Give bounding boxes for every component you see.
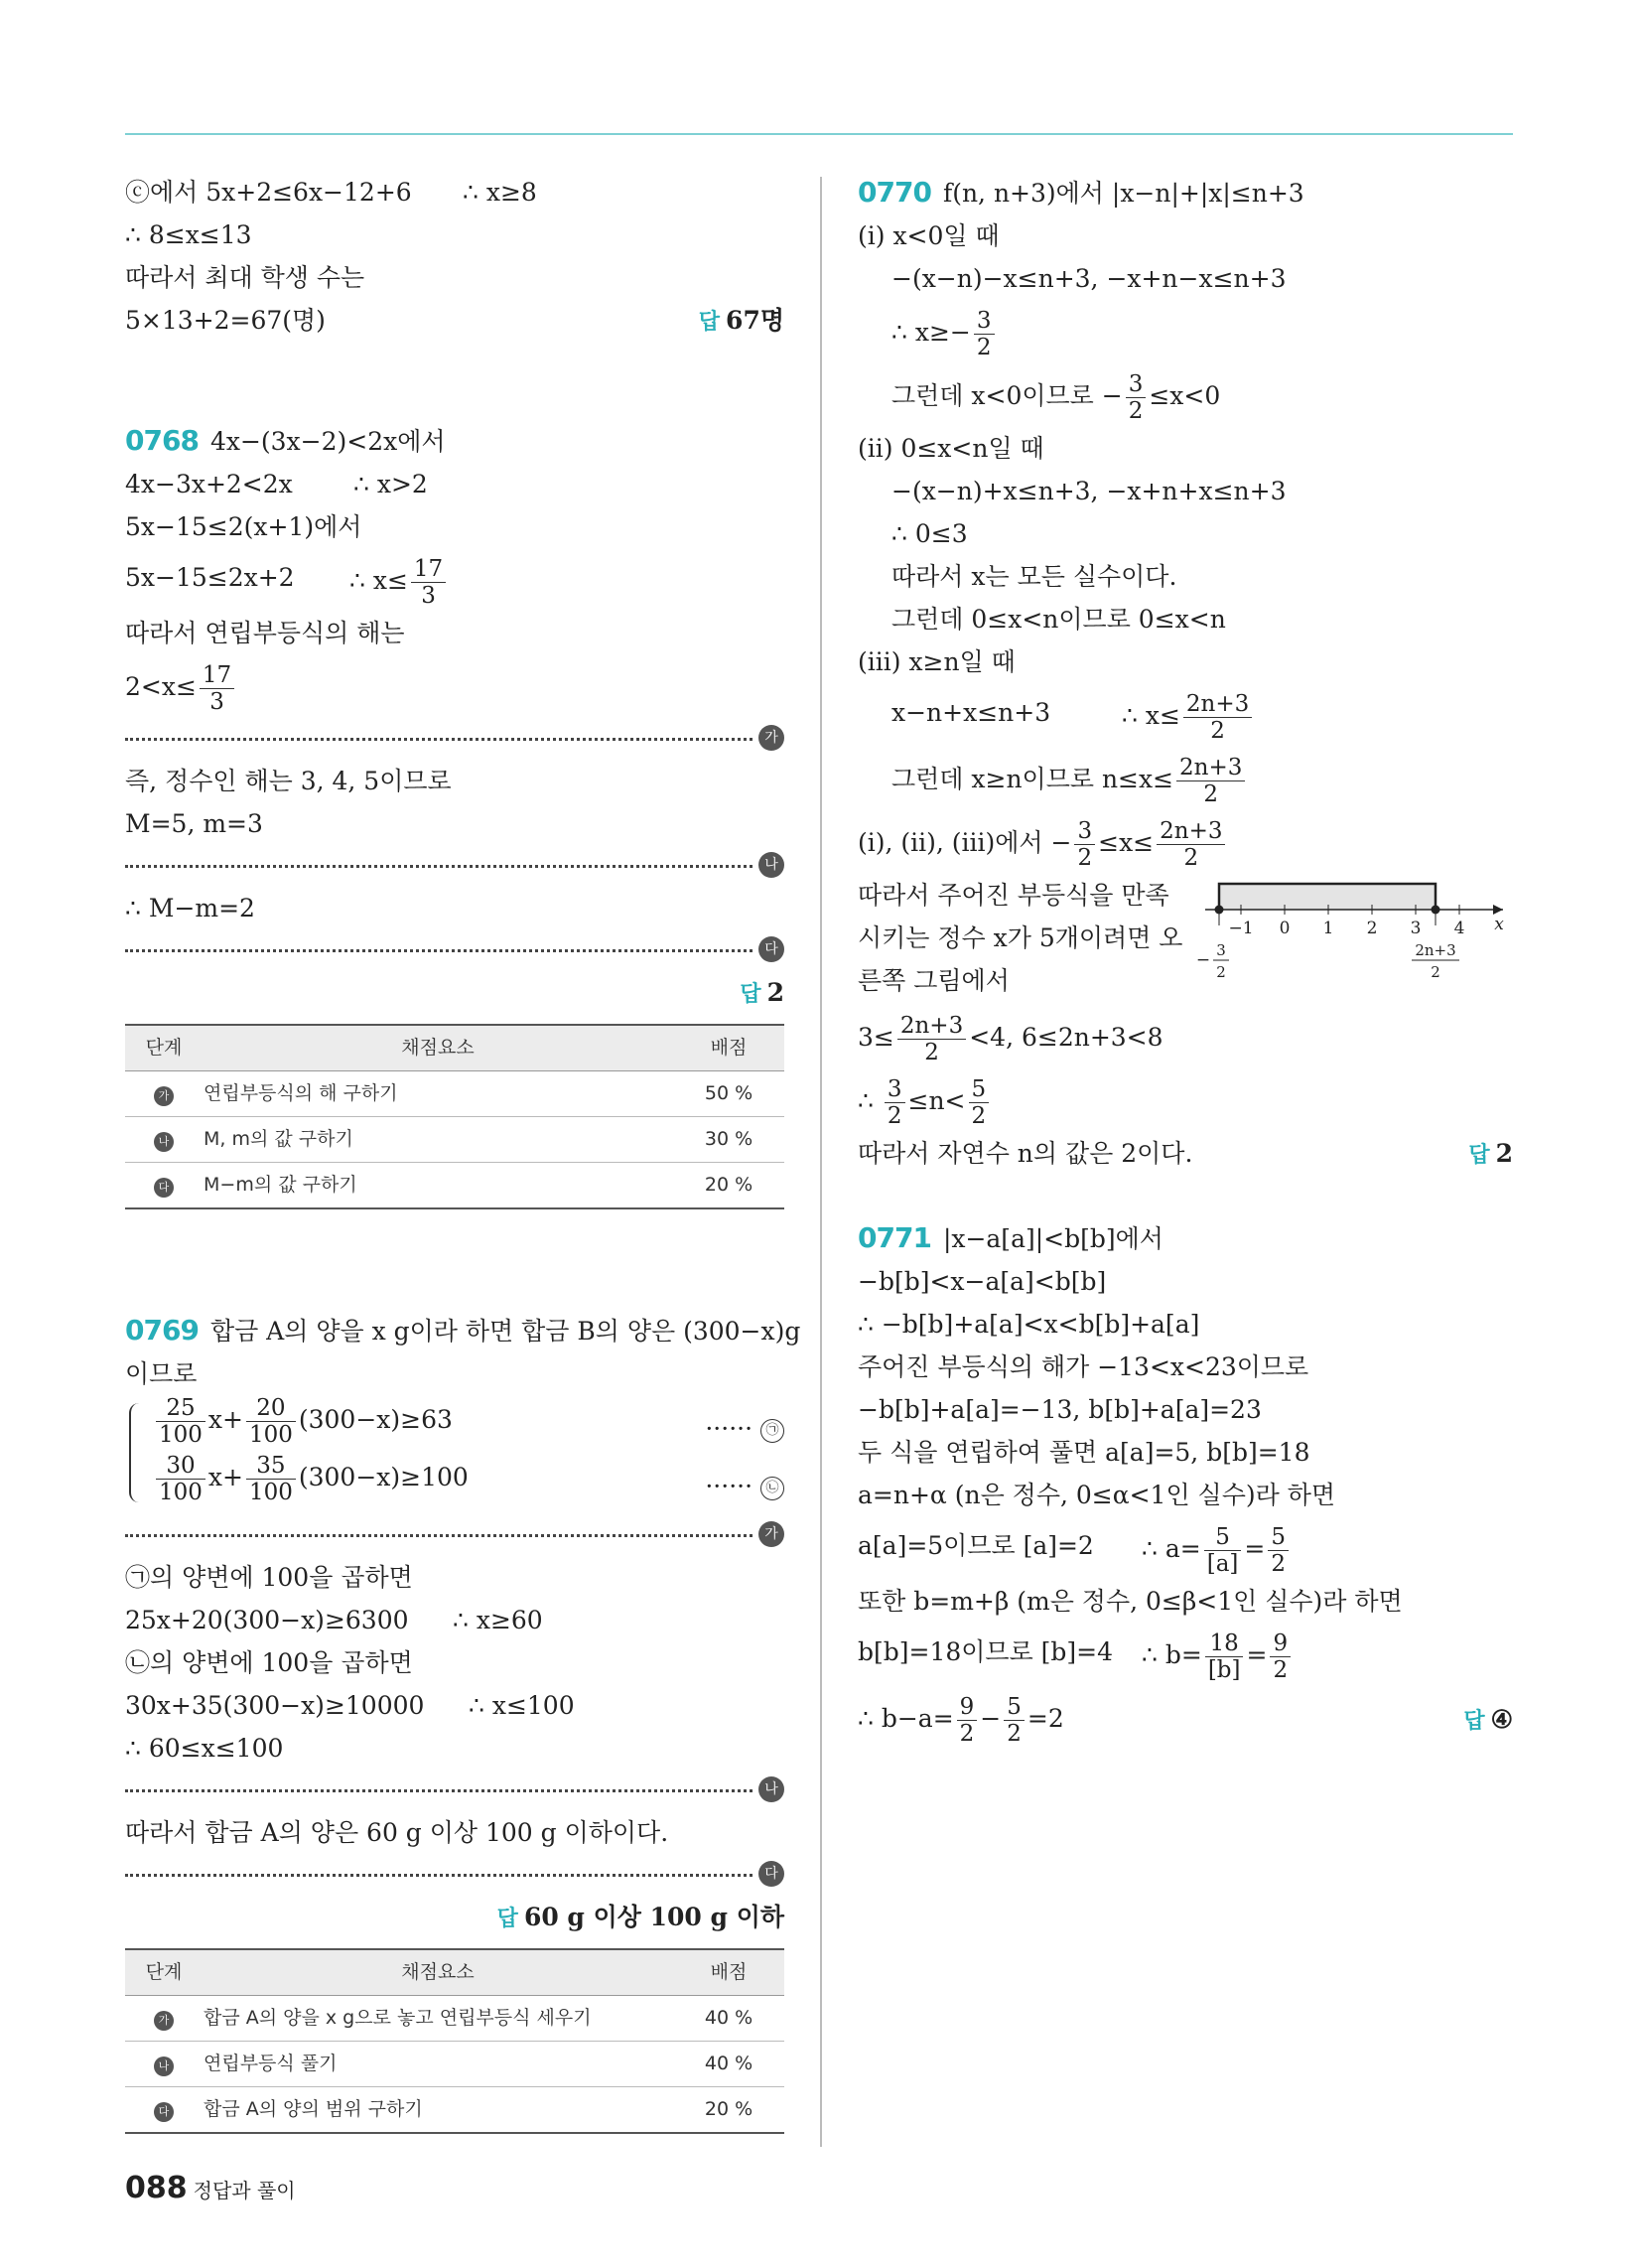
table-row: 다 합금 A의 양의 범위 구하기 20 % xyxy=(125,2087,784,2134)
p770-line-15: 따라서 주어진 부등식을 만족시키는 정수 x가 5개이려면 오른쪽 그림에서 xyxy=(858,881,1183,995)
scoring-table-0768: 단계 채점요소 배점 가 연립부등식의 해 구하기 50 % 나 M, m의 값 구하기 30 % 다 M−m의 값 구하기 20 % xyxy=(125,1024,784,1209)
left-num: 3 xyxy=(1216,941,1226,959)
answer-4: 답 ④ xyxy=(1463,1705,1513,1734)
axis-arrow xyxy=(1493,905,1503,915)
tick-label-3: 3 xyxy=(1410,919,1422,938)
step-divider-da: 다 xyxy=(125,1858,784,1892)
right-num: 2n+3 xyxy=(1415,941,1456,959)
right-den: 2 xyxy=(1431,963,1440,981)
answer-range: 답 60 g 이상 100 g 이하 xyxy=(496,1903,784,1931)
p771-line-9: 또한 b=m+β (m은 정수, 0≤β<1인 실수)라 하면 xyxy=(858,1587,1403,1616)
intro-line-1: ⓒ에서 5x+2≤6x−12+6 ∴ x≥8 xyxy=(125,178,537,207)
scoring-table-0769: 단계 채점요소 배점 가 합금 A의 양을 x g으로 놓고 연립부등식 세우기 40 % 나 연립부등식 풀기 40 % 다 합금 A의 양의 범위 구하기 20 % xyxy=(125,1948,784,2134)
tick-label-2: 2 xyxy=(1366,919,1378,938)
answer-2: 답 2 xyxy=(1468,1139,1513,1168)
left-sign: − xyxy=(1195,950,1211,970)
intro-line-3: 따라서 최대 학생 수는 xyxy=(125,263,365,292)
p770-line-5: 그런데 x<0이므로 − $\frac{3}{2}$ ≤x<0 xyxy=(891,371,1221,424)
fraction: $\frac{17}{3}$ xyxy=(411,556,446,609)
problem-0768-header: 0768 4x−(3x−2)<2x에서 xyxy=(125,424,446,457)
p771-line-11: ∴ b−a= $\frac{9}{2}$ − $\frac{5}{2}$ =2 답 ④ xyxy=(858,1694,1513,1747)
p770-case-1: (i) x<0일 때 xyxy=(858,221,1000,250)
p770-line-18: 따라서 자연수 n의 값은 2이다. 답 2 xyxy=(858,1132,1513,1175)
answer-67: 답 67명 xyxy=(698,306,784,335)
p769-line-2: 이므로 xyxy=(125,1359,198,1388)
equation-system xyxy=(125,1395,784,1514)
p768-line-3: 5x−15≤2(x+1)에서 xyxy=(125,512,362,541)
axis-label: x xyxy=(1494,915,1504,934)
p768-line-4: 5x−15≤2x+2 ∴ x≤ $\frac{17}{3}$ xyxy=(125,548,784,612)
p771-line-5: −b[b]+a[a]=−13, b[b]+a[a]=23 xyxy=(858,1395,1262,1424)
fraction: $\frac{17}{3}$ xyxy=(200,662,234,715)
p770-line-16: 3≤ $\frac{2n+3}{2}$ <4, 6≤2n+3<8 xyxy=(858,1013,1163,1065)
table-row: 나 M, m의 값 구하기 30 % xyxy=(125,1117,784,1163)
p769-line-6: 30x+35(300−x)≥10000 ∴ x≤100 xyxy=(125,1691,575,1720)
number-line-svg xyxy=(1195,874,1513,1003)
page-footer xyxy=(125,2171,296,2205)
top-rule xyxy=(125,133,1513,135)
p770-line-10: 그런데 0≤x<n이므로 0≤x<n xyxy=(891,605,1226,634)
p769-line-7: ∴ 60≤x≤100 xyxy=(125,1734,284,1763)
p770-case-3: (iii) x≥n일 때 xyxy=(858,647,1016,676)
p769-line-5: ㉡의 양변에 100을 곱하면 xyxy=(125,1648,413,1677)
p768-line-7: 즉, 정수인 해는 3, 4, 5이므로 xyxy=(125,767,452,795)
left-column xyxy=(125,171,801,2134)
p770-line-12: x−n+x≤n+3 ∴ x≤ $\frac{2n+3}{2}$ xyxy=(858,683,1513,747)
p770-line-3: −(x−n)−x≤n+3, −x+n−x≤n+3 xyxy=(891,264,1287,293)
p770-line-17: ∴ $\frac{3}{2}$ ≤n< $\frac{5}{2}$ xyxy=(858,1068,1513,1132)
left-den: 2 xyxy=(1216,963,1226,981)
p771-line-8: a[a]=5이므로 [a]=2 ∴ a= $\frac{5}{[a]}$ = $\frac{5}{2}$ xyxy=(858,1516,1513,1580)
tick-label-1: 1 xyxy=(1322,919,1334,938)
p770-case-2: (ii) 0≤x<n일 때 xyxy=(858,434,1044,463)
problem-number: 0771 xyxy=(858,1221,931,1254)
answer-2: 답 2 xyxy=(740,978,784,1007)
intro-line-2: ∴ 8≤x≤13 xyxy=(125,220,252,249)
p770-line-8: ∴ 0≤3 xyxy=(891,519,968,548)
p768-line-5: 따라서 연립부등식의 해는 xyxy=(125,619,405,647)
equation-2: $\frac{30}{100}$ x+ $\frac{35}{100}$ (300−x)≥100 ······ ㉡ xyxy=(125,1453,784,1510)
column-divider xyxy=(820,177,822,2147)
p771-line-2: −b[b]<x−a[a]<b[b] xyxy=(858,1267,1107,1296)
p770-line-9: 따라서 x는 모든 실수이다. xyxy=(891,562,1177,591)
p768-line-9: ∴ M−m=2 xyxy=(125,894,255,922)
p770-line-7: −(x−n)+x≤n+3, −x+n+x≤n+3 xyxy=(891,477,1287,505)
table-row: 가 합금 A의 양을 x g으로 놓고 연립부등식 세우기 40 % xyxy=(125,1996,784,2042)
tick-label-m1: −1 xyxy=(1228,919,1254,938)
p769-line-4: 25x+20(300−x)≥6300 ∴ x≥60 xyxy=(125,1606,543,1634)
tick-label-0: 0 xyxy=(1279,919,1291,938)
step-divider-ga: 가 xyxy=(125,1518,784,1552)
problem-number: 0769 xyxy=(125,1314,199,1347)
p769-line-3: ㉠의 양변에 100을 곱하면 xyxy=(125,1563,413,1592)
numline-block xyxy=(858,874,1513,1005)
p770-line-14: (i), (ii), (iii)에서 − $\frac{3}{2}$ ≤x≤ $\frac{2n+3}{2}$ xyxy=(858,810,1513,874)
p768-line-6: 2<x≤ $\frac{17}{3}$ xyxy=(125,654,784,718)
p769-answer-line xyxy=(125,1896,784,1938)
equation-1: $\frac{25}{100}$ x+ $\frac{20}{100}$ (300−x)≥63 ······ ㉠ xyxy=(125,1395,784,1453)
p771-line-3: ∴ −b[b]+a[a]<x<b[b]+a[a] xyxy=(858,1310,1200,1339)
problem-number: 0768 xyxy=(125,424,199,457)
problem-number: 0770 xyxy=(858,176,931,209)
step-divider-da: 다 xyxy=(125,933,784,967)
step-divider-na: 나 xyxy=(125,849,784,883)
p768-answer-line xyxy=(125,971,784,1014)
table-row: 나 연립부등식 풀기 40 % xyxy=(125,2042,784,2087)
p771-line-6: 두 식을 연립하여 풀면 a[a]=5, b[b]=18 xyxy=(858,1438,1310,1467)
p770-line-13: 그런데 x≥n이므로 n≤x≤ $\frac{2n+3}{2}$ xyxy=(858,747,1513,810)
p770-line-4: ∴ x≥− $\frac{3}{2}$ xyxy=(858,300,1513,363)
interval-fill xyxy=(1219,884,1436,910)
problem-0771-header: 0771 |x−a[a]|<b[b]에서 xyxy=(858,1221,1163,1254)
p771-line-7: a=n+α (n은 정수, 0≤α<1인 실수)라 하면 xyxy=(858,1481,1336,1509)
problem-0770-header: 0770 f(n, n+3)에서 |x−n|+|x|≤n+3 xyxy=(858,176,1304,209)
page-number: 088 xyxy=(125,2171,188,2205)
table-row: 다 M−m의 값 구하기 20 % xyxy=(125,1163,784,1209)
intro-line-4: 5×13+2=67(명) 답 67명 xyxy=(125,299,784,342)
p768-line-8: M=5, m=3 xyxy=(125,809,263,838)
p771-line-4: 주어진 부등식의 해가 −13<x<23이므로 xyxy=(858,1352,1309,1381)
p769-line-8: 따라서 합금 A의 양은 60 g 이상 100 g 이하이다. xyxy=(125,1818,669,1847)
tick-label-4: 4 xyxy=(1453,919,1465,938)
table-row: 가 연립부등식의 해 구하기 50 % xyxy=(125,1071,784,1117)
problem-0769-header: 0769 합금 A의 양을 x g이라 하면 합금 B의 양은 (300−x)g xyxy=(125,1314,801,1347)
step-divider-ga: 가 xyxy=(125,722,784,756)
right-column xyxy=(858,171,1513,1750)
footer-title: 정답과 풀이 xyxy=(193,2179,296,2202)
step-divider-na: 나 xyxy=(125,1773,784,1807)
p768-line-2: 4x−3x+2<2x ∴ x>2 xyxy=(125,470,428,498)
number-line-figure xyxy=(1195,874,1513,1003)
p771-line-10: b[b]=18이므로 [b]=4 ∴ b= $\frac{18}{[b]}$ = $\frac{9}{2}$ xyxy=(858,1623,1513,1686)
